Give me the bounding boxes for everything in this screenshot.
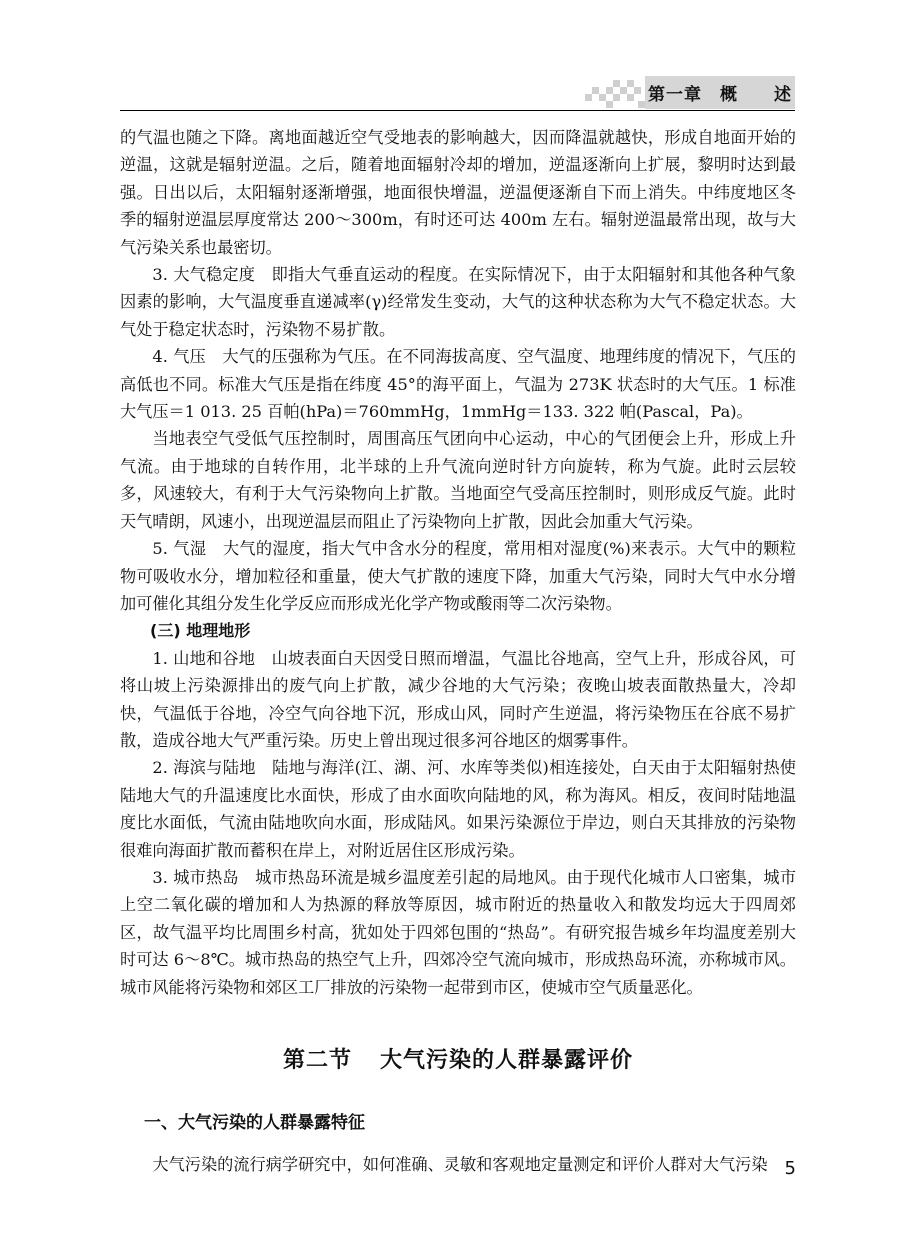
header-checker-pattern (585, 80, 645, 110)
term-coast-land: 2. 海滨与陆地 (152, 758, 273, 778)
paragraph-coast-land (120, 754, 796, 864)
section-title (120, 1043, 796, 1074)
section-number: 第二节 (282, 1048, 352, 1073)
paragraph-heat-island-text: 城市热岛环流是城乡温度差引起的局地风。由于现代化城市人口密集，城市上空二氧化碳的增加和人为热源的释放等原因，城市附近的热量收入和散发均远大于四周郊区，故气温平均比周围乡村高，犹如处于四郊包围的“热岛”。有研究报告城乡年均温度差别大时可达 6～8℃。城市热岛的热空气上升，四郊冷空气流向城市，形成热岛环流，亦称城市风。城市风能将污染物和郊区工厂排放的污染物一起带到市区，使城市空气质量恶化。 (120, 867, 797, 997)
page-number: 5 (784, 1158, 796, 1179)
chapter-title: 第一章 概 述 (648, 85, 792, 105)
sub-heading-terrain: (三) 地理地形 (150, 621, 251, 641)
paragraph-heat-island (120, 864, 796, 1001)
running-header (120, 60, 795, 120)
paragraph-coast-land-text: 陆地与海洋(江、湖、河、水库等类似)相连接处，白天由于太阳辐射热使陆地大气的升温速度比水面快，形成了由水面吹向陆地的风，称为海风。相反，夜间时陆地温度比水面低，气流由陆地吹向水面，形成陆风。如果污染源位于岸边，则白天其排放的污染物很难向海面扩散而蓄积在岸上，对附近居住区形成污染。 (120, 758, 796, 860)
paragraph-mountain-valley-text: 山坡表面白天因受日照而增温，气温比谷地高，空气上升，形成谷风，可将山坡上污染源排出的废气向上扩散，减少谷地的大气污染；夜晚山坡表面散热量大，冷却快，气温低于谷地，冷空气向谷地下沉，形成山风，同时产生逆温，将污染物压在谷底不易扩散，造成谷地大气严重污染。历史上曾出现过很多河谷地区的烟雾事件。 (120, 648, 796, 750)
paragraph-stability-text: 即指大气垂直运动的程度。在实际情况下，由于太阳辐射和其他各种气象因素的影响，大气温度垂直递减率(γ)经常发生变动，大气的这种状态称为大气不稳定状态。大气处于稳定状态时，污染物不易扩散。 (120, 265, 796, 339)
term-mountain-valley: 1. 山地和谷地 (152, 648, 272, 668)
paragraph-pressure (120, 343, 796, 425)
header-rule (120, 110, 795, 111)
paragraph-pressure-text: 大气的压强称为气压。在不同海拔高度、空气温度、地理纬度的情况下，气压的高低也不同。标准大气压是指在纬度 45°的海平面上，气温为 273K 状态时的大气压。1 标准大气压＝1 013. 25 百帕(hPa)＝760mmHg，1mmHg＝133. 322 帕(Pascal，Pa)。 (120, 347, 796, 422)
paragraph-mountain-valley (120, 645, 796, 755)
term-heat-island: 3. 城市热岛 (152, 867, 256, 887)
paragraph-stability (120, 261, 796, 343)
paragraph-humidity-text: 大气的湿度，指大气中含水分的程度，常用相对湿度(%)来表示。大气中的颗粒物可吸收水分，增加粒径和重量，使大气扩散的速度下降，加重大气污染，同时大气中水分增加可催化其组分发生化学反应而形成光化学产物或酸雨等二次污染物。 (120, 539, 796, 613)
term-stability: 3. 大气稳定度 (152, 265, 272, 285)
paragraph-humidity (120, 535, 796, 617)
paragraph-epidemiology: 大气污染的流行病学研究中，如何准确、灵敏和客观地定量测定和评价人群对大气污染 (152, 1155, 768, 1174)
term-humidity: 5. 气湿 (152, 539, 223, 559)
chapter-label-box (645, 76, 795, 109)
section-name: 大气污染的人群暴露评价 (380, 1048, 634, 1073)
paragraph-cyclone: 当地表空气受低气压控制时，周围高压气团向中心运动，中心的气团便会上升，形成上升气流。由于地球的自转作用，北半球的上升气流向逆时针方向旋转，称为气旋。此时云层较多，风速较大，有利于大气污染物向上扩散。当地面空气受高压控制时，则形成反气旋。此时天气晴朗，风速小，出现逆温层而阻止了污染物向上扩散，因此会加重大气污染。 (120, 429, 796, 531)
page-body (120, 124, 796, 1178)
term-pressure: 4. 气压 (152, 347, 223, 367)
paragraph-radiation-inversion: 的气温也随之下降。离地面越近空气受地表的影响越大，因而降温就越快，形成自地面开始的逆温，这就是辐射逆温。之后，随着地面辐射冷却的增加，逆温逐渐向上扩展，黎明时达到最强。日出以后，太阳辐射逐渐增强，地面很快增温，逆温便逐渐自下而上消失。中纬度地区冬季的辐射逆温层厚度常达 200～300m，有时还可达 400m 左右。辐射逆温最常出现，故与大气污染关系也最密切。 (120, 128, 796, 257)
heading-exposure-characteristics: 一、大气污染的人群暴露特征 (144, 1113, 365, 1133)
